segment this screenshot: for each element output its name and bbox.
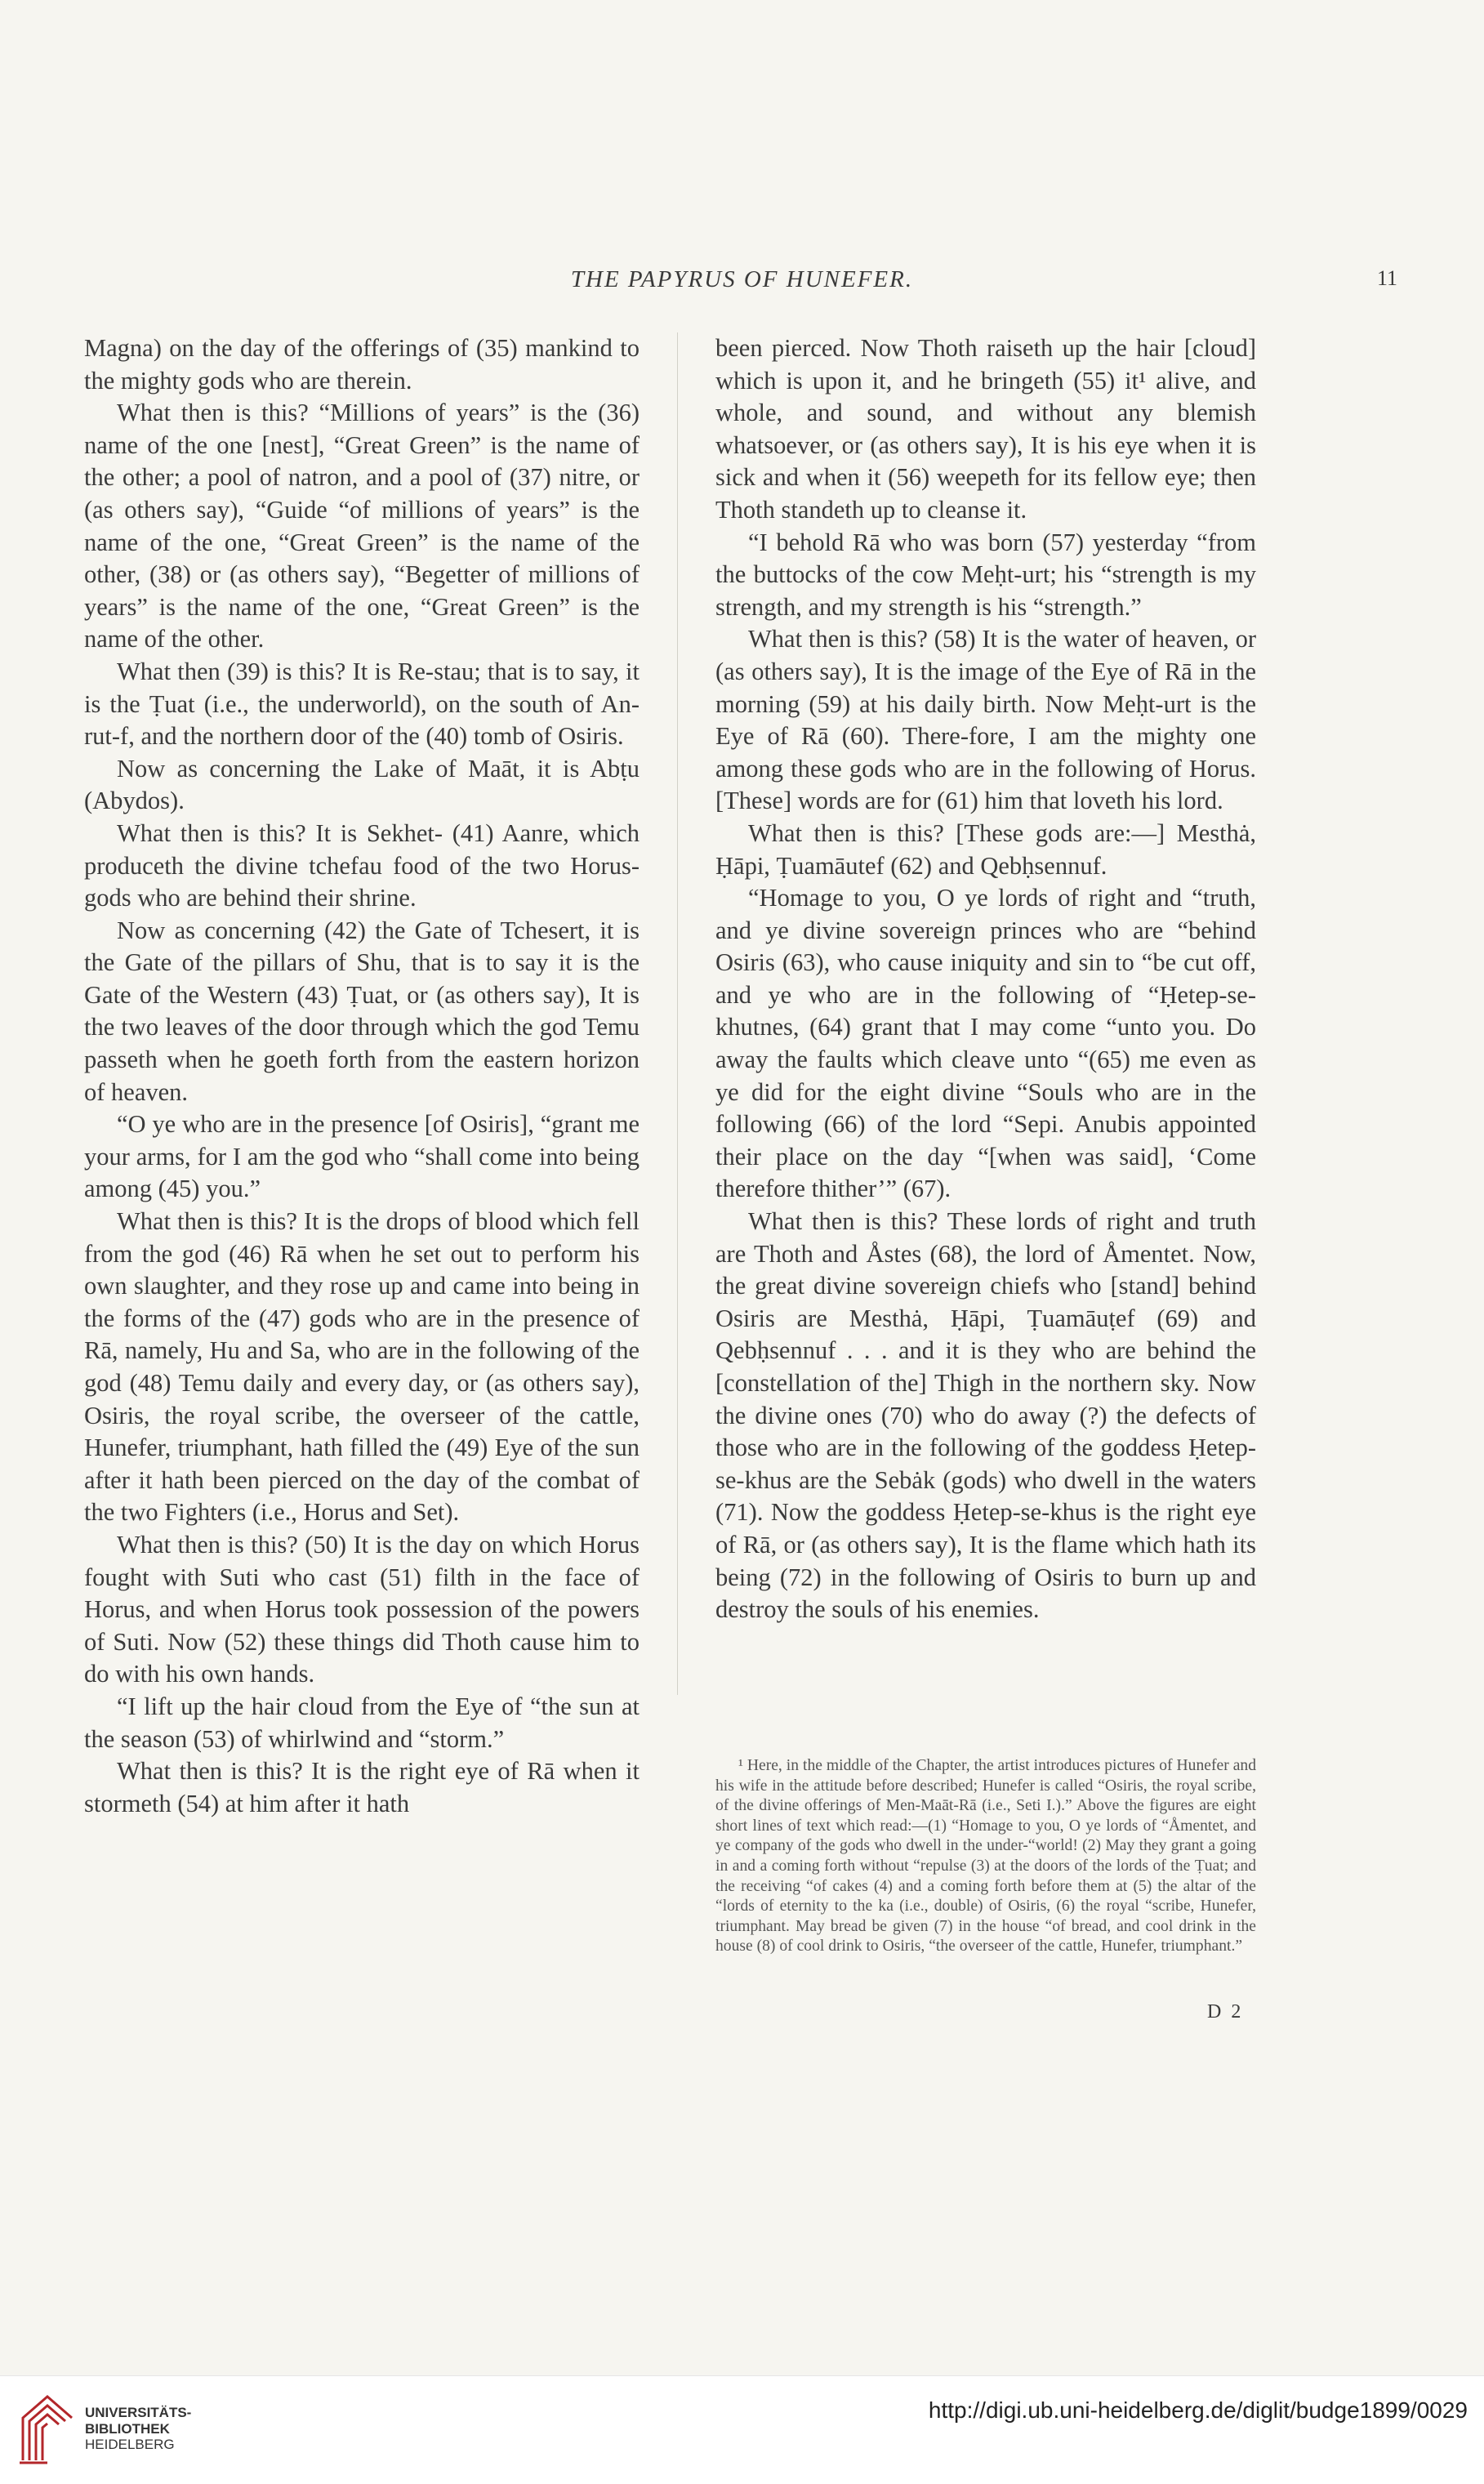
paragraph: Now as concerning (42) the Gate of Tchesert, it is the Gate of the pillars of Shu, that is to say it is the Gate of the Western (43) Ṭuat, or (as others say), It is the two leaves of the door through which the god Temu passeth when he goeth forth from the eastern horizon of heaven.	[84, 916, 640, 1106]
library-name-line: HEIDELBERG	[85, 2437, 175, 2452]
running-head: THE PAPYRUS OF HUNEFER.	[570, 266, 914, 292]
library-name-line: UNIVERSITÄTS-	[85, 2405, 192, 2420]
left-column	[84, 332, 640, 1820]
right-column	[715, 332, 1256, 1626]
library-name-line: BIBLIOTHEK	[85, 2420, 170, 2437]
paragraph: Now as concerning the Lake of Maāt, it is Abṭu (Abydos).	[84, 754, 640, 815]
paragraph: What then is this? It is Sekhet- (41) Aanre, which produceth the divine tchefau food of the two Horus-gods who are behind their shrine.	[84, 818, 640, 912]
paragraph: What then is this? It is the drops of blood which fell from the god (46) Rā when he set out to perform his own slaughter, and they rose up and came into being in the forms of the (47) gods who are in the presence of Rā, namely, Hu and Sa, who are in the following of the god (48) Temu daily and every day, or (as others say), Osiris, the royal scribe, the overseer of the cattle, Hunefer, triumphant, hath filled the (49) Eye of the sun after it hath been pierced on the day of the combat of the two Fighters (i.e., Horus and Set).	[84, 1207, 640, 1527]
paragraph: What then is this? These lords of right and truth are Thoth and Åstes (68), the lord of Åmentet. Now, the great divine sovereign chiefs who [stand] behind Osiris are Mesthȧ, Ḥāpi, Ṭuamāuṭef (69) and Qebḥsennuf . . . and it is they who are behind the [constellation of the] Thigh in the northern sky. Now the divine ones (70) who do away (?) the defects of those who are in the following of the goddess Ḥetep-se-khus are the Sebȧk (gods) who dwell in the waters (71). Now the goddess Ḥetep-se-khus is the right eye of Rā, or (as others say), It is the flame which hath its being (72) in the following of Osiris to burn up and destroy the souls of his enemies.	[715, 1207, 1256, 1624]
library-logo-icon	[15, 2385, 80, 2467]
paragraph: Magna) on the day of the offerings of (35) mankind to the mighty gods who are therein.	[84, 334, 640, 395]
page-number: 11	[1377, 266, 1398, 290]
column-divider	[677, 332, 678, 1695]
paragraph: What then (39) is this? It is Re-stau; that is to say, it is the Ṭuat (i.e., the underworld), on the south of An-rut-f, and the northern door of the (40) tomb of Osiris.	[84, 657, 640, 751]
paragraph: “I lift up the hair cloud from the Eye of “the sun at the season (53) of whirlwind and “storm.”	[84, 1692, 640, 1753]
paragraph: What then is this? “Millions of years” is the (36) name of the one [nest], “Great Green” is the name of the other; a pool of natron, and a pool of (37) nitre, or (as others say), “Guide “of millions of years” is the name of the one, “Great Green” is the name of the other, (38) or (as others say), “Begetter of millions of years” is the name of the one, “Great Green” is the name of the other.	[84, 399, 640, 653]
paragraph: “O ye who are in the presence [of Osiris], “grant me your arms, for I am the god who “shall come into being among (45) you.”	[84, 1110, 640, 1203]
paragraph: What then is this? (58) It is the water of heaven, or (as others say), It is the image of the Eye of Rā in the morning (59) at his daily birth. Now Meḥt-urt is the Eye of Rā (60). There-fore, I am the mighty one among these gods who are in the following of Horus. [These] words are for (61) him that loveth his lord.	[715, 625, 1256, 815]
paragraph: What then is this? It is the right eye of Rā when it stormeth (54) at him after it hath	[84, 1757, 640, 1817]
paragraph: What then is this? (50) It is the day on which Horus fought with Suti who cast (51) filth in the face of Horus, and when Horus took possession of the powers of Suti. Now (52) these things did Thoth cause him to do with his own hands.	[84, 1530, 640, 1688]
paragraph: been pierced. Now Thoth raiseth up the hair [cloud] which is upon it, and he bringeth (55) it¹ alive, and whole, and sound, and without any blemish whatsoever, or (as others say), It is his eye when it is sick and when it (56) weepeth for its fellow eye; then Thoth standeth up to cleanse it.	[715, 334, 1256, 524]
paragraph: What then is this? [These gods are:—] Mesthȧ, Ḥāpi, Ṭuamāutef (62) and Qebḥsennuf.	[715, 818, 1256, 880]
footer-bar	[0, 2375, 1484, 2484]
permalink-url[interactable]: http://digi.ub.uni-heidelberg.de/diglit/budge1899/0029	[928, 2397, 1468, 2423]
library-name	[85, 2405, 191, 2453]
paragraph: “Homage to you, O ye lords of right and “truth, and ye divine sovereign princes who are “behind Osiris (63), who cause iniquity and sin to “be cut off, and ye who are in the following of “Ḥetep-se-khutnes, (64) grant that I may come “unto you. Do away the faults which cleave unto “(65) me even as ye did for the eight divine “Souls who are in the following (66) of the lord “Sepi. Anubis appointed their place on the day “[when was said], ‘Come therefore thither’” (67).	[715, 884, 1256, 1203]
footnote: ¹ Here, in the middle of the Chapter, the artist introduces pictures of Hunefer and his wife in the attitude before described; Hunefer is called “Osiris, the royal scribe, of the divine offerings of Men-Maāt-Rā (i.e., Seti I.).” Above the figures are eight short lines of text which read:—(1) “Homage to you, O ye lords of “Åmentet, and ye company of the gods who dwell in the under-“world! (2) May they grant a going in and a coming forth without “repulse (3) at the doors of the lords of the Ṭuat; and the receiving “of cakes (4) and a coming forth before them at (5) the altar of the “lords of eternity to the ka (i.e., double) of Osiris, (6) the royal “scribe, Hunefer, triumphant. May bread be given (7) in the house “of bread, and cool drink in the house (8) of cool drink to Osiris, “the overseer of the cattle, Hunefer, triumphant.”	[715, 1757, 1256, 1956]
page-header	[0, 266, 1484, 299]
signature-mark: D 2	[1207, 2001, 1244, 2022]
paragraph: “I behold Rā who was born (57) yesterday “from the buttocks of the cow Meḥt-urt; his “strength is my strength, and my strength is his “strength.”	[715, 528, 1256, 621]
